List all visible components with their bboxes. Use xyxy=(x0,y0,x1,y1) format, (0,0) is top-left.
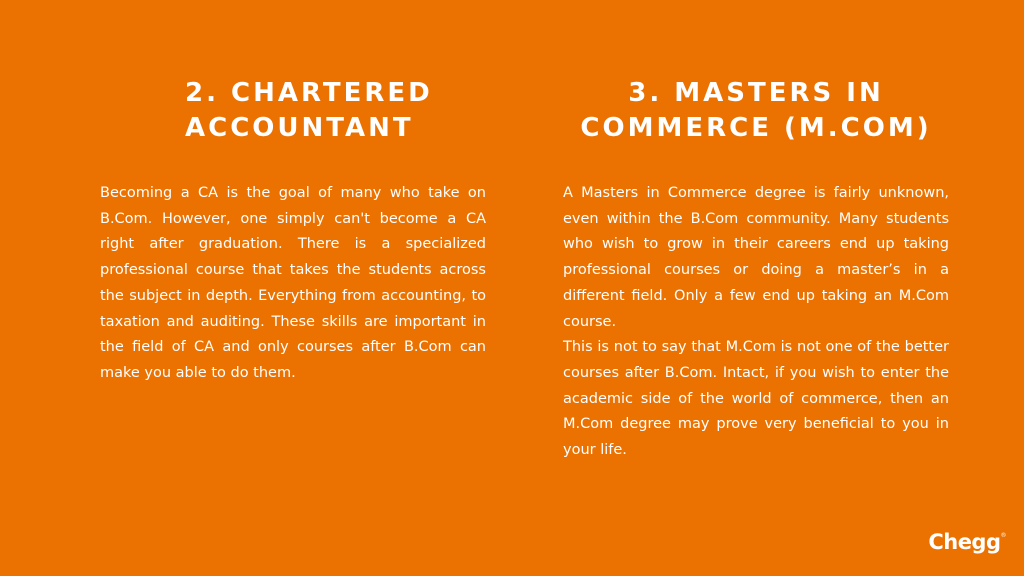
heading-line-2: COMMERCE (M.COM) xyxy=(580,113,932,143)
chartered-accountant-heading xyxy=(100,76,486,146)
registered-mark: ® xyxy=(1000,532,1006,539)
chartered-accountant-body xyxy=(100,181,486,387)
chegg-logo xyxy=(928,530,1006,554)
masters-in-commerce-body xyxy=(563,181,949,464)
heading-line-1: 2. CHARTERED xyxy=(185,78,433,108)
masters-in-commerce-heading xyxy=(563,76,949,146)
heading-line-1: 3. MASTERS IN xyxy=(628,78,884,108)
logo-text: Chegg xyxy=(928,530,1001,554)
paragraph: Becoming a CA is the goal of many who take on B.Com. However, one simply can't become a CA right after graduation. There is a specialized professional course that takes the students across the subject in depth. Everything from accounting, to taxation and auditing. These skills are important in the field of CA and only courses after B.Com can make you able to do them. xyxy=(100,185,486,381)
heading-line-2: ACCOUNTANT xyxy=(185,113,414,143)
paragraph: A Masters in Commerce degree is fairly unknown, even within the B.Com community. Many students who wish to grow in their careers end up taking professional courses or doing a master’s in a different field. Only a few end up taking an M.Com course. xyxy=(563,185,949,330)
paragraph: This is not to say that M.Com is not one of the better courses after B.Com. Intact, if you wish to enter the academic side of the world of commerce, then an M.Com degree may prove very beneficial to you in your life. xyxy=(563,339,949,459)
